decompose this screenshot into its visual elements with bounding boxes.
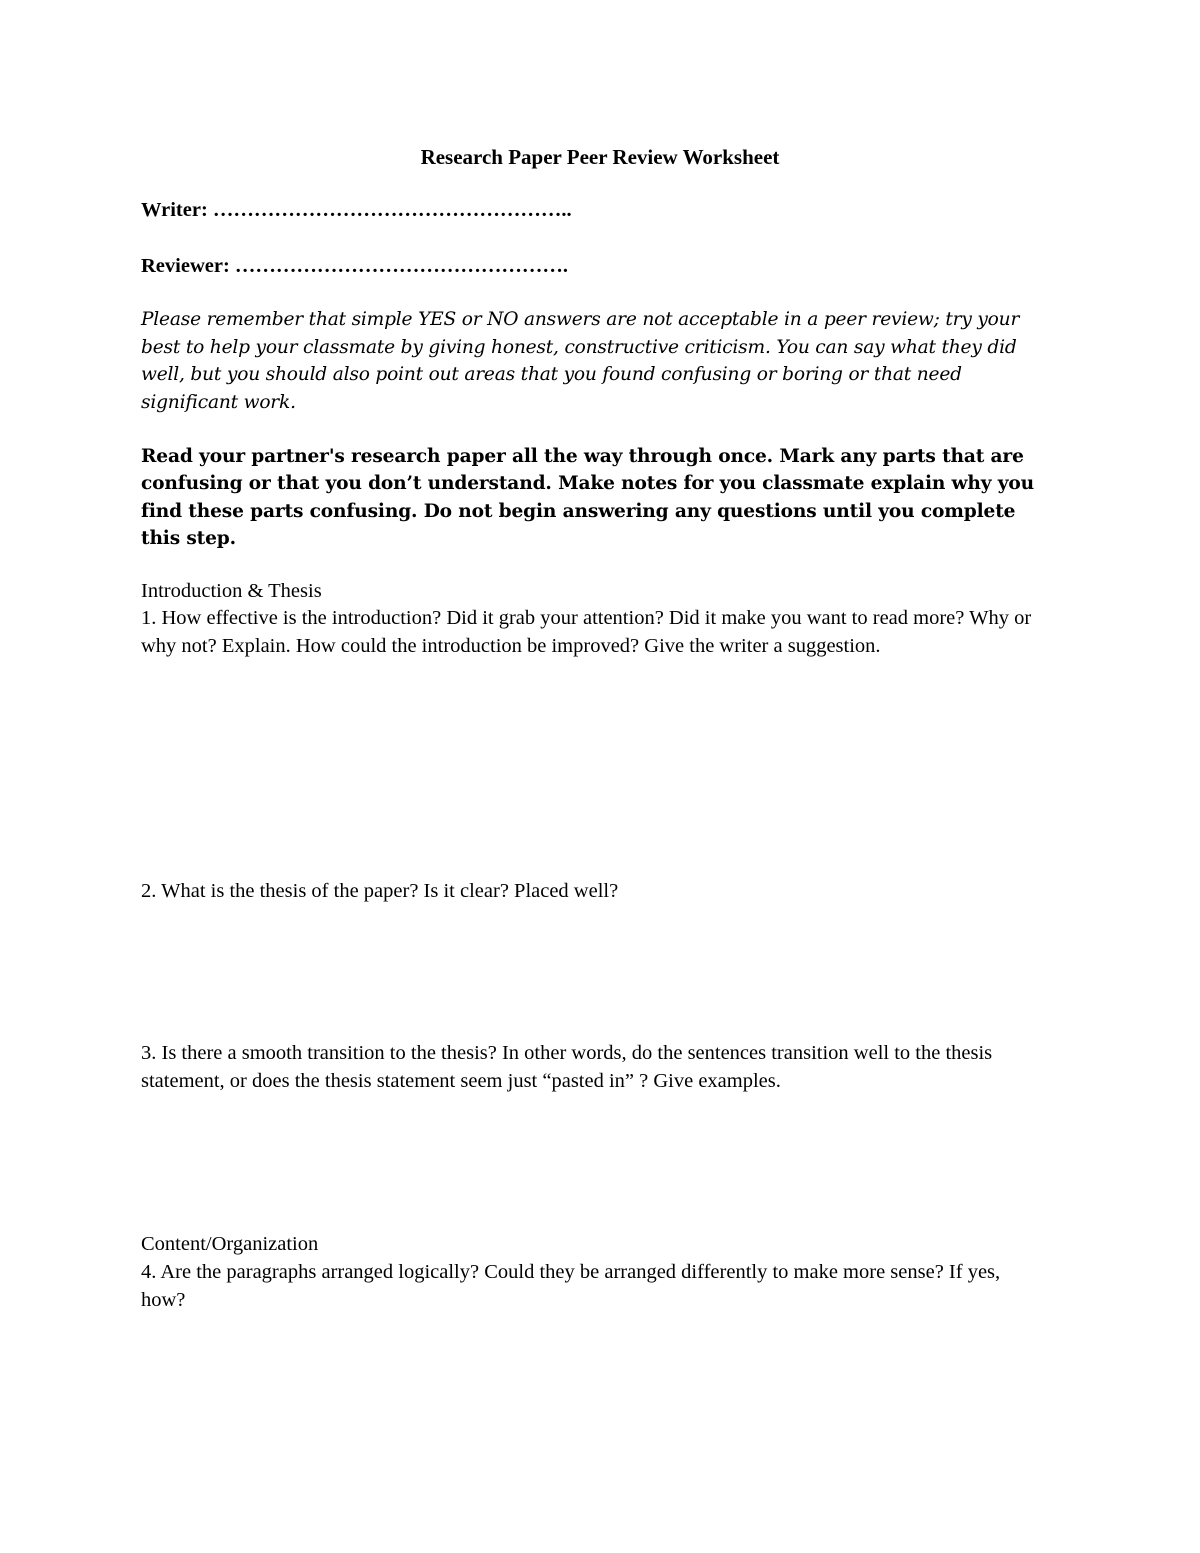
review-note: Please remember that simple YES or NO answers are not acceptable in a peer review; try your best to help your classmate by giving honest, constructive criticism. You can say what they did well, but you should also point out areas that you found confusing or boring or that need significant work.: [141, 309, 1020, 413]
question-1: 1. How effective is the introduction? Did it grab your attention? Did it make you want to read more? Why or why not? Explain. How could the introduction be improved? Give the writer a suggestion.: [141, 607, 1032, 657]
section-heading-content: Content/Organization: [141, 1233, 319, 1255]
reading-instructions: Read your partner's research paper all the way through once. Mark any parts that are confusing or that you don’t understand. Make notes for you classmate explain why you find these parts confusing. Do not begin answering any questions until you complete this step.: [141, 446, 1035, 549]
reviewer-field: [141, 253, 1071, 281]
reviewer-label: Reviewer:: [141, 255, 230, 277]
question-3: 3. Is there a smooth transition to the thesis? In other words, do the sentences transition well to the thesis statement, or does the thesis statement seem just “pasted in” ? Give examples.: [141, 1042, 993, 1092]
writer-field: [141, 197, 1071, 225]
reviewer-blank[interactable]: ………………………………………….: [234, 255, 569, 277]
question-2: 2. What is the thesis of the paper? Is it clear? Placed well?: [141, 880, 619, 902]
writer-label: Writer:: [141, 199, 208, 221]
page-title: Research Paper Peer Review Worksheet: [420, 145, 780, 169]
question-4: 4. Are the paragraphs arranged logically? Could they be arranged differently to make more sense? If yes, how?: [141, 1261, 1001, 1311]
section-heading-intro: Introduction & Thesis: [141, 580, 322, 602]
writer-blank[interactable]: ……………………………………………..: [212, 199, 572, 221]
